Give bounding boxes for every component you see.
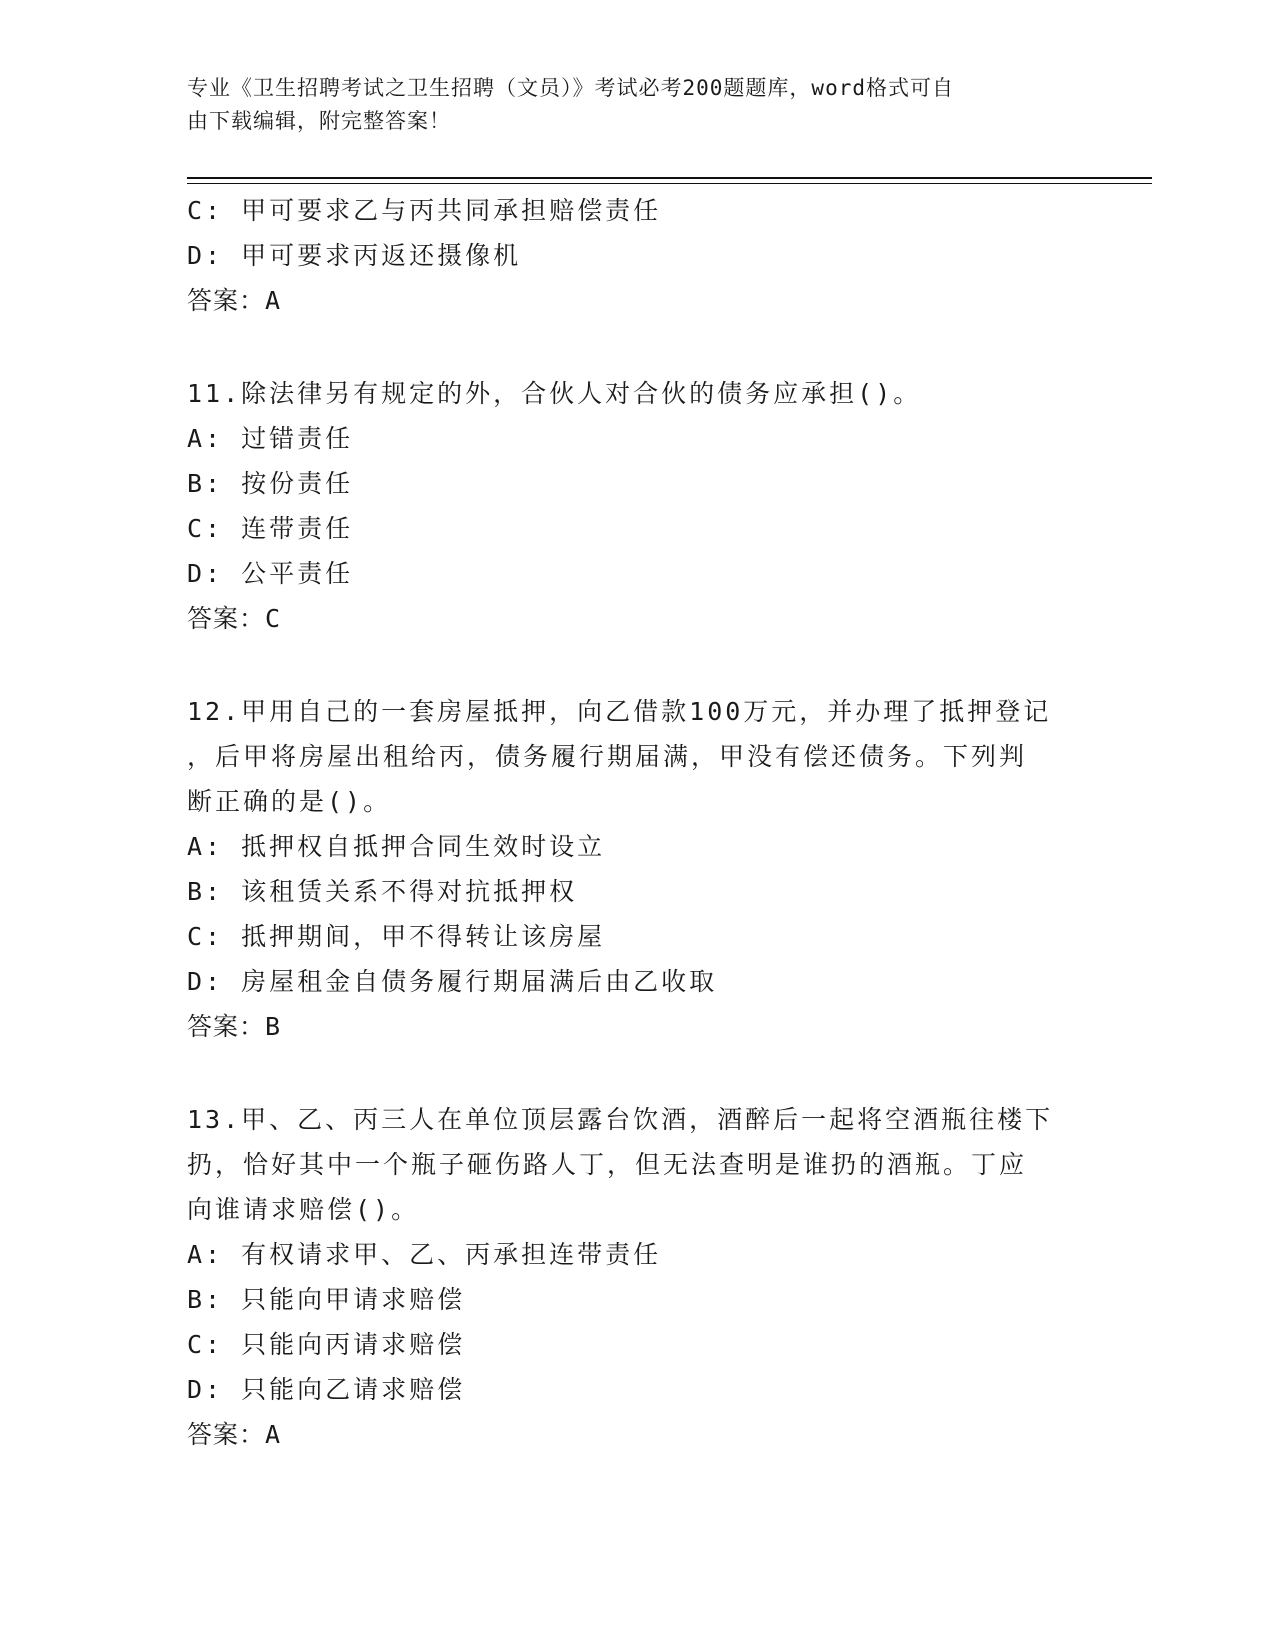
question-stem-line-2: ，后甲将房屋出租给丙，债务履行期届满，甲没有偿还债务。下列判 xyxy=(187,742,1028,771)
question-stem: 11.除法律另有规定的外，合伙人对合伙的债务应承担()。 xyxy=(187,379,922,408)
question-stem-line-1: 12.甲用自己的一套房屋抵押，向乙借款100万元，并办理了抵押登记 xyxy=(187,697,1052,726)
option-b: B: 该租赁关系不得对抗抵押权 xyxy=(187,877,578,906)
question-13 xyxy=(187,1097,1087,1457)
option-a: A: 抵押权自抵押合同生效时设立 xyxy=(187,832,606,861)
option-b: B: 按份责任 xyxy=(187,469,354,498)
spacer xyxy=(187,323,1087,371)
option-c: C: 抵押期间，甲不得转让该房屋 xyxy=(187,922,606,951)
header-line-2: 由下载编辑，附完整答案！ xyxy=(187,109,451,133)
question-11 xyxy=(187,371,1087,641)
question-stem-line-1: 13.甲、乙、丙三人在单位顶层露台饮酒，酒醉后一起将空酒瓶往楼下 xyxy=(187,1105,1054,1134)
option-b: B: 只能向甲请求赔偿 xyxy=(187,1285,466,1314)
question-list xyxy=(187,188,1087,1457)
answer-line: 答案：A xyxy=(187,1420,282,1449)
option-d: D: 只能向乙请求赔偿 xyxy=(187,1375,466,1404)
question-carryover xyxy=(187,188,1087,323)
option-c: C: 连带责任 xyxy=(187,514,354,543)
option-d: D: 公平责任 xyxy=(187,559,354,588)
question-stem-line-3: 向谁请求赔偿()。 xyxy=(187,1195,420,1224)
option-d: D: 房屋租金自债务履行期届满后由乙收取 xyxy=(187,967,718,996)
question-12 xyxy=(187,689,1087,1049)
option-c: C: 甲可要求乙与丙共同承担赔偿责任 xyxy=(187,196,662,225)
header-line-1: 专业《卫生招聘考试之卫生招聘（文员）》考试必考200题题库，word格式可自 xyxy=(187,76,954,100)
answer-line: 答案：B xyxy=(187,1012,282,1041)
answer-line: 答案：A xyxy=(187,286,282,315)
spacer xyxy=(187,641,1087,689)
option-a: A: 过错责任 xyxy=(187,424,354,453)
option-a: A: 有权请求甲、乙、丙承担连带责任 xyxy=(187,1240,662,1269)
answer-line: 答案：C xyxy=(187,604,282,633)
header-divider-thick xyxy=(187,177,1152,179)
spacer xyxy=(187,1049,1087,1097)
question-stem-line-3: 断正确的是()。 xyxy=(187,787,392,816)
question-stem-line-2: 扔，恰好其中一个瓶子砸伤路人丁，但无法查明是谁扔的酒瓶。丁应 xyxy=(187,1150,1028,1179)
option-d: D: 甲可要求丙返还摄像机 xyxy=(187,241,522,270)
option-c: C: 只能向丙请求赔偿 xyxy=(187,1330,466,1359)
document-header xyxy=(187,72,1067,138)
header-divider-thin xyxy=(187,183,1152,184)
